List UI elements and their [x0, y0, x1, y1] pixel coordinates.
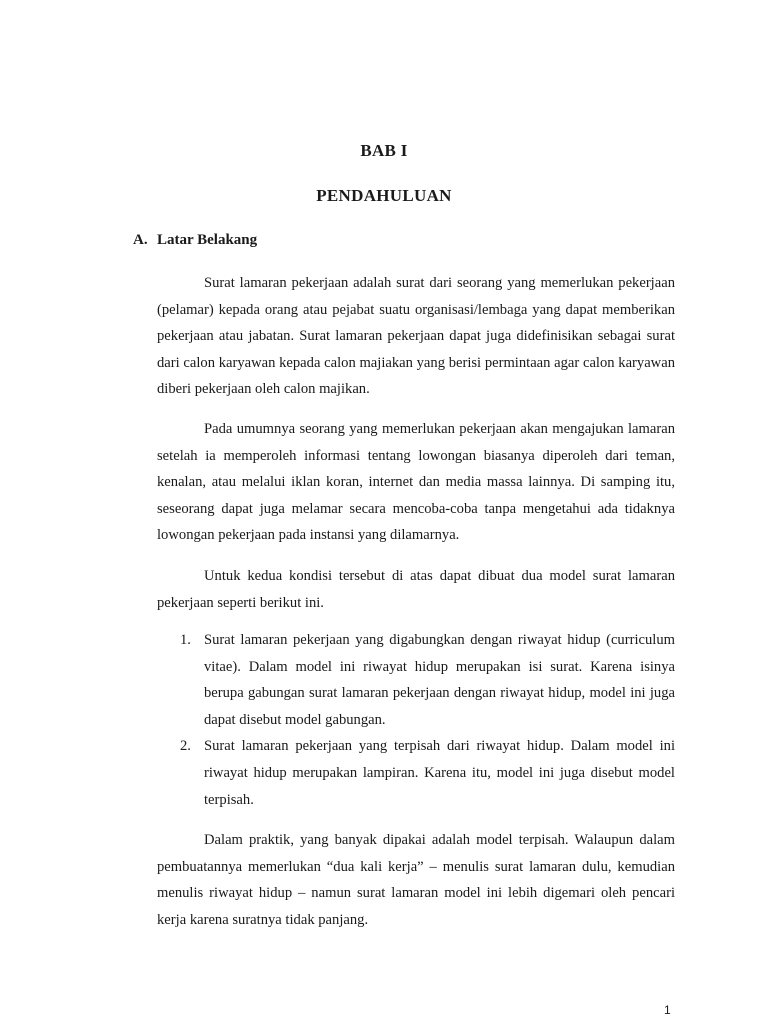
paragraph-3: Untuk kedua kondisi tersebut di atas dapat dibuat dua model surat lamaran pekerjaan seperti berikut ini. — [157, 568, 675, 611]
closing-paragraph: Dalam praktik, yang banyak dipakai adalah model terpisah. Walaupun dalam pembuatannya memerlukan “dua kali kerja” – menulis surat lamaran dulu, kemudian menulis riwayat hidup – namun surat lamaran model ini lebih digemari oleh pencari kerja karena suratnya tidak panjang. — [157, 832, 675, 928]
page-number: 1 — [664, 1003, 671, 1017]
model-list — [157, 627, 675, 813]
paragraph-1: Surat lamaran pekerjaan adalah surat dari seorang yang memerlukan pekerjaan (pelamar) kepada orang atau pejabat suatu organisasi/lembaga yang dapat memberikan pekerjaan atau jabatan. Surat lamaran pekerjaan dapat juga didefinisikan sebagai surat dari calon karyawan kepada calon majiakan yang berisi permintaan agar calon karyawan diberi pekerjaan oleh calon majikan. — [157, 275, 675, 398]
list-item-text: Surat lamaran pekerjaan yang digabungkan dengan riwayat hidup (curriculum vitae). Dalam model ini riwayat hidup merupakan isi surat. Karena isinya berupa gabungan surat lamaran pekerjaan dengan riwayat hidup, model ini juga dapat disebut model gabungan. — [204, 632, 675, 728]
list-item — [157, 733, 675, 813]
list-item — [157, 627, 675, 733]
list-item-number: 2. — [180, 738, 191, 755]
chapter-label: BAB I — [360, 141, 408, 160]
section-title: Latar Belakang — [157, 232, 258, 248]
section-letter: A. — [133, 232, 148, 248]
list-item-text: Surat lamaran pekerjaan yang terpisah dari riwayat hidup. Dalam model ini riwayat hidup merupakan lampiran. Karena itu, model ini juga disebut model terpisah. — [204, 738, 675, 808]
list-item-number: 1. — [180, 632, 191, 648]
section-heading — [133, 232, 257, 249]
paragraph-2: Pada umumnya seorang yang memerlukan pekerjaan akan mengajukan lamaran setelah ia memperoleh informasi tentang lowongan biasanya diperoleh dari teman, kenalan, atau melalui iklan koran, internet dan media massa lainnya. Di samping itu, seseorang dapat juga melamar secara mencoba-coba tanpa mengetahui ada tidaknya lowongan pekerjaan pada instansi yang dilamarnya. — [157, 421, 675, 544]
chapter-title: PENDAHULUAN — [316, 186, 452, 205]
